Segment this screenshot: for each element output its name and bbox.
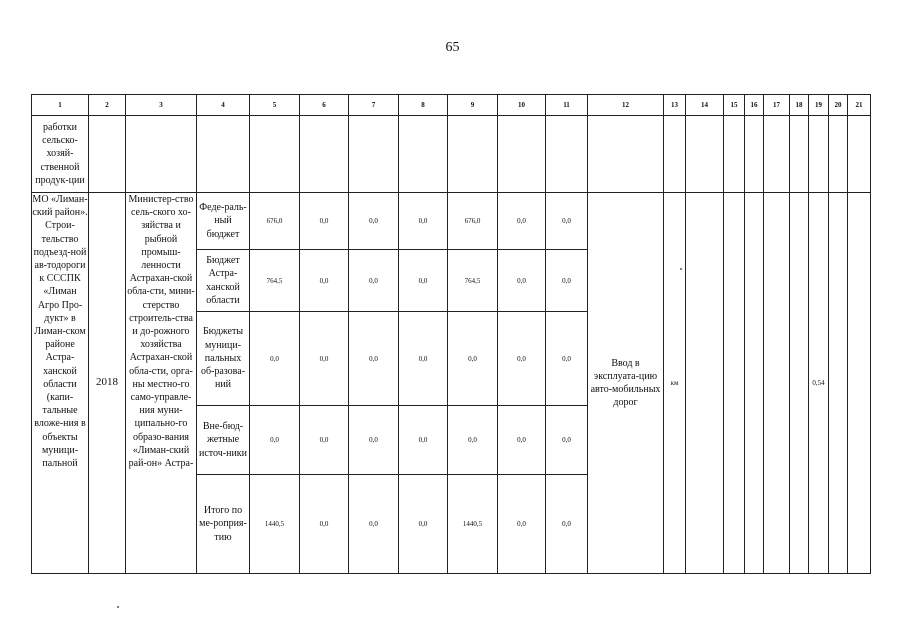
- column-number-row: [32, 95, 871, 116]
- value-cell: 0,0: [498, 193, 546, 250]
- unit: км: [664, 193, 686, 574]
- column-number: 10: [498, 95, 546, 116]
- event-name: МО «Лиман-ский район». Строи-тельство подъезд-ной ав-тодороги к СССПК «Лиман Агро Про-дукт» в Лиман-ском районе Астра-ханской области (капи-тальные вложе-ния в объекты муници-пальной: [32, 193, 89, 574]
- column-number: 13: [664, 95, 686, 116]
- year: 2018: [89, 193, 126, 574]
- column-number: 2: [89, 95, 126, 116]
- value-cell: 0,0: [498, 312, 546, 406]
- column-number: 1: [32, 95, 89, 116]
- value-cell: 0,0: [300, 193, 349, 250]
- column-number: 19: [809, 95, 829, 116]
- value-cell: 0,0: [399, 250, 448, 312]
- value-cell: 676,0: [448, 193, 498, 250]
- continuation-row: [32, 116, 871, 193]
- value-cell: 0,0: [300, 406, 349, 475]
- funding-source: Итого по ме-роприя-тию: [197, 475, 250, 574]
- value-cell: 0,0: [399, 193, 448, 250]
- value-cell: 0,0: [498, 406, 546, 475]
- funding-source: Вне-бюд-жетные источ-ники: [197, 406, 250, 475]
- funding-source: Феде-раль-ный бюджет: [197, 193, 250, 250]
- column-number: 21: [848, 95, 871, 116]
- funding-source: Бюджеты муници-пальных об-разова-ний: [197, 312, 250, 406]
- value-cell: 0,0: [300, 250, 349, 312]
- column-number: 7: [349, 95, 399, 116]
- column-number: 8: [399, 95, 448, 116]
- value-cell: 1440,5: [250, 475, 300, 574]
- page-number: 65: [445, 40, 460, 55]
- value-cell: 0,0: [399, 406, 448, 475]
- column-number: 18: [790, 95, 809, 116]
- column-number: 3: [126, 95, 197, 116]
- value-cell: 0,0: [448, 312, 498, 406]
- column-number: 15: [724, 95, 745, 116]
- value-cell: 0,0: [546, 406, 588, 475]
- funding-source: Бюджет Астра-ханской области: [197, 250, 250, 312]
- value-cell: 0,0: [300, 475, 349, 574]
- value-cell: 0,0: [349, 475, 399, 574]
- scan-speck: [117, 606, 119, 608]
- value-cell: 0,0: [448, 406, 498, 475]
- value-cell: 0,0: [546, 475, 588, 574]
- value-cell: 0,0: [349, 312, 399, 406]
- column-number: 20: [829, 95, 848, 116]
- value-cell: 0,0: [300, 312, 349, 406]
- column-number: 6: [300, 95, 349, 116]
- column-number: 5: [250, 95, 300, 116]
- executors: Министер-ство сель-ского хо-зяйства и рыбной промыш-ленности Астрахан-ской обла-сти, мини-стерство строитель-ства и до-рожного хозяйства Астрахан-ской обла-сти, орга-ны местно-го само-управле-ния муни-ципально-го образо-вания «Лиман-ский рай-он» Астра-: [126, 193, 197, 574]
- program-table: [31, 94, 871, 574]
- column-number: 9: [448, 95, 498, 116]
- value-cell: 0,0: [349, 250, 399, 312]
- event-name-continuation: работки сельско-хозяй-ственной продук-ции: [32, 116, 89, 193]
- value-cell: 1440,5: [448, 475, 498, 574]
- value-cell: 0,0: [546, 250, 588, 312]
- value-cell: 0,0: [349, 193, 399, 250]
- value-cell: 0,0: [399, 475, 448, 574]
- column-number: 16: [745, 95, 764, 116]
- indicator-value: 0,54: [809, 193, 829, 574]
- column-number: 4: [197, 95, 250, 116]
- result-indicator: Ввод в эксплуата-цию авто-мобильных дорог: [588, 193, 664, 574]
- value-cell: 676,0: [250, 193, 300, 250]
- column-number: 11: [546, 95, 588, 116]
- value-cell: 0,0: [349, 406, 399, 475]
- funding-row-federal: [32, 193, 871, 250]
- value-cell: 0,0: [250, 312, 300, 406]
- value-cell: 0,0: [546, 312, 588, 406]
- column-number: 14: [686, 95, 724, 116]
- value-cell: 0,0: [498, 475, 546, 574]
- value-cell: 0,0: [250, 406, 300, 475]
- value-cell: 0,0: [546, 193, 588, 250]
- value-cell: 0,0: [399, 312, 448, 406]
- column-number: 12: [588, 95, 664, 116]
- scan-speck: [680, 268, 682, 270]
- value-cell: 764,5: [448, 250, 498, 312]
- value-cell: 764,5: [250, 250, 300, 312]
- column-number: 17: [764, 95, 790, 116]
- value-cell: 0,0: [498, 250, 546, 312]
